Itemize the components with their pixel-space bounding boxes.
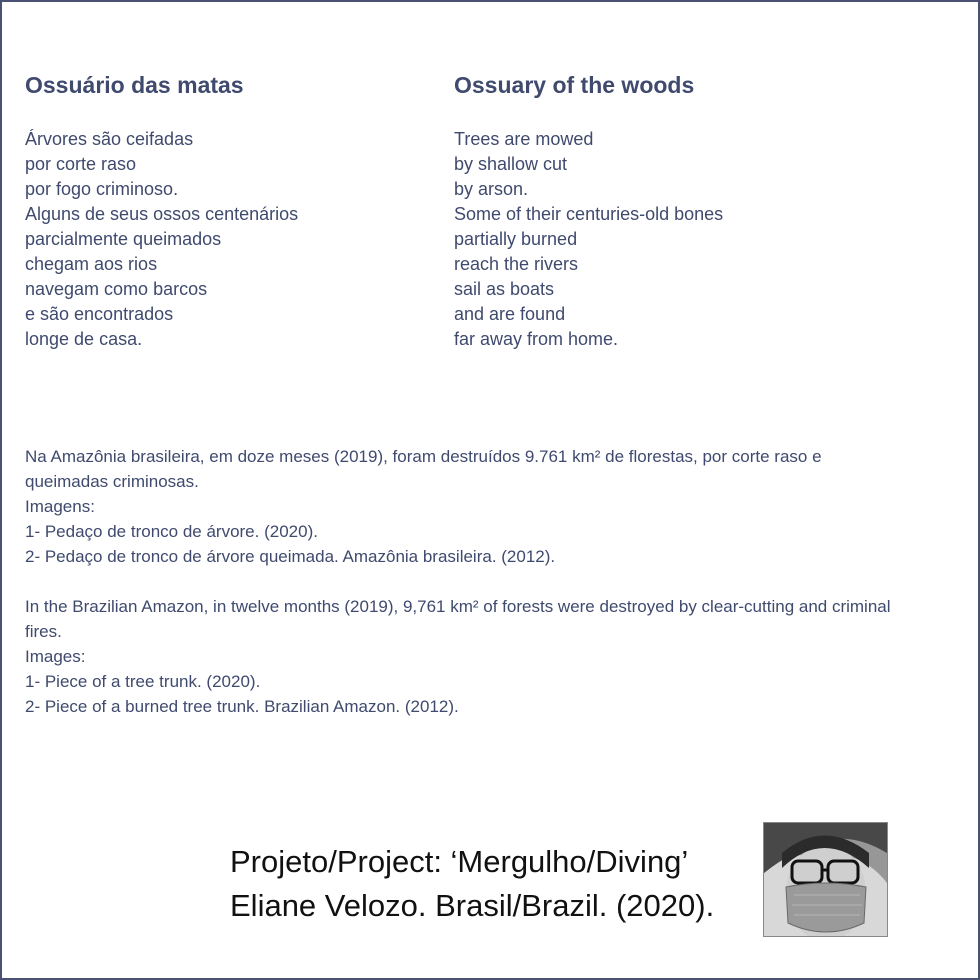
poem-line: Some of their centuries-old bones: [454, 204, 724, 224]
notes-images-label-en: Images:: [25, 647, 86, 666]
poem-line: Trees are mowed: [454, 129, 594, 149]
credit-block: [230, 840, 714, 928]
poem-line: parcialmente queimados: [25, 229, 222, 249]
poem-portuguese: [25, 70, 425, 352]
notes-image-1-pt: 1- Pedaço de tronco de árvore. (2020).: [25, 522, 318, 541]
poem-english: [454, 70, 934, 352]
poem-line: Alguns de seus ossos centenários: [25, 204, 299, 224]
poem-line: por fogo criminoso.: [25, 179, 179, 199]
poem-line: partially burned: [454, 229, 578, 249]
author-photo: [763, 822, 888, 937]
poem-line: sail as boats: [454, 279, 555, 299]
notes-intro-en: In the Brazilian Amazon, in twelve months (2019), 9,761 km² of forests were destroyed by clear-cutting and criminal fires.: [25, 597, 891, 641]
poem-line: longe de casa.: [25, 329, 143, 349]
poem-title-pt: Ossuário das matas: [25, 72, 244, 98]
poem-title-en: Ossuary of the woods: [454, 72, 695, 98]
poem-line: by arson.: [454, 179, 529, 199]
poem-line: chegam aos rios: [25, 254, 158, 274]
poem-line: Árvores são ceifadas: [25, 129, 194, 149]
poem-line: e são encontrados: [25, 304, 174, 324]
poem-line: por corte raso: [25, 154, 137, 174]
author-portrait-icon: [764, 823, 887, 936]
poem-line: and are found: [454, 304, 566, 324]
poem-line: by shallow cut: [454, 154, 568, 174]
notes-section: [25, 444, 905, 719]
credit-author: Eliane Velozo. Brasil/Brazil. (2020).: [230, 888, 715, 923]
poem-line: reach the rivers: [454, 254, 579, 274]
notes-image-2-en: 2- Piece of a burned tree trunk. Brazilian Amazon. (2012).: [25, 697, 459, 716]
notes-image-1-en: 1- Piece of a tree trunk. (2020).: [25, 672, 261, 691]
poem-line: far away from home.: [454, 329, 619, 349]
notes-images-label-pt: Imagens:: [25, 497, 95, 516]
notes-image-2-pt: 2- Pedaço de tronco de árvore queimada. Amazônia brasileira. (2012).: [25, 547, 556, 566]
notes-intro-pt: Na Amazônia brasileira, em doze meses (2019), foram destruídos 9.761 km² de florestas, por corte raso e queimadas criminosas.: [25, 447, 822, 491]
poem-line: navegam como barcos: [25, 279, 208, 299]
credit-project: Projeto/Project: ‘Mergulho/Diving’: [230, 844, 689, 879]
